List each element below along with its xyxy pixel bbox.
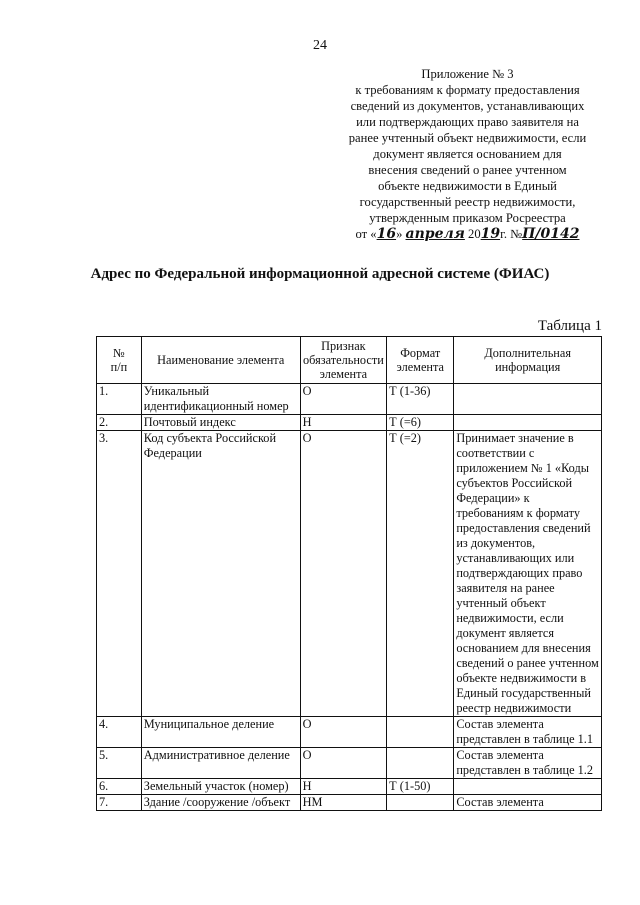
- cell-required-flag: Н: [300, 779, 387, 795]
- cell-required-flag: НМ: [300, 795, 387, 811]
- cell-element-name: Административное деление: [141, 748, 300, 779]
- document-title: Адрес по Федеральной информационной адресной системе (ФИАС): [90, 266, 550, 282]
- header-element-name: Наименование элемента: [141, 337, 300, 384]
- table-caption: Таблица 1: [537, 318, 602, 334]
- appendix-line: к требованиям к формату предоставления: [355, 83, 580, 97]
- cell-element-name: Земельный участок (номер): [141, 779, 300, 795]
- date-month-handwritten: апреля: [405, 226, 465, 242]
- cell-format: [387, 717, 454, 748]
- table-row: [97, 384, 602, 415]
- header-element-format: Формат элемента: [387, 337, 454, 384]
- appendix-line: утвержденным приказом Росреестра: [369, 211, 566, 225]
- date-day-handwritten: 16: [376, 226, 397, 242]
- appendix-line: документ является основанием для: [373, 147, 562, 161]
- table-row: [97, 779, 602, 795]
- fias-address-table: [96, 336, 602, 811]
- cell-additional-info: [454, 779, 602, 795]
- cell-required-flag: О: [300, 717, 387, 748]
- cell-required-flag: О: [300, 384, 387, 415]
- appendix-line: или подтверждающих право заявителя на: [356, 115, 579, 129]
- header-number: № п/п: [97, 337, 142, 384]
- appendix-line: сведений из документов, устанавливающих: [350, 99, 585, 113]
- cell-required-flag: О: [300, 431, 387, 717]
- table-row: [97, 431, 602, 717]
- cell-format: [387, 795, 454, 811]
- appendix-line: внесения сведений о ранее учтенном: [368, 163, 567, 177]
- table-row: [97, 748, 602, 779]
- cell-number: 2.: [97, 415, 142, 431]
- cell-format: [387, 748, 454, 779]
- cell-format: Т (=2): [387, 431, 454, 717]
- appendix-line: объекте недвижимости в Единый: [378, 179, 557, 193]
- date-separator: »: [396, 227, 406, 241]
- cell-additional-info: Состав элемента: [454, 795, 602, 811]
- approval-date-line: [340, 226, 595, 242]
- page-number: 24: [313, 38, 327, 53]
- cell-additional-info: Состав элемента представлен в таблице 1.2: [454, 748, 602, 779]
- cell-number: 3.: [97, 431, 142, 717]
- appendix-header: [340, 66, 595, 242]
- cell-number: 4.: [97, 717, 142, 748]
- cell-additional-info: Состав элемента представлен в таблице 1.1: [454, 717, 602, 748]
- cell-number: 5.: [97, 748, 142, 779]
- order-number-handwritten: П/0142: [522, 226, 580, 242]
- cell-number: 7.: [97, 795, 142, 811]
- table-row: [97, 415, 602, 431]
- cell-number: 6.: [97, 779, 142, 795]
- table-row: [97, 717, 602, 748]
- cell-additional-info: Принимает значение в соответствии с приложением № 1 «Коды субъектов Российской Федерации» к требованиям к формату предоставления сведений из документов, устанавливающих или подтверждающих право заявителя на ранее учтенный объект недвижимости, если документ является основанием для внесения сведений о ранее учтенном объекте недвижимости в Единый государственный реестр недвижимости: [454, 431, 602, 717]
- date-year-suffix: г. №: [500, 227, 523, 241]
- cell-format: Т (1-50): [387, 779, 454, 795]
- cell-format: Т (1-36): [387, 384, 454, 415]
- cell-element-name: Почтовый индекс: [141, 415, 300, 431]
- cell-number: 1.: [97, 384, 142, 415]
- cell-element-name: Муниципальное деление: [141, 717, 300, 748]
- appendix-line: ранее учтенный объект недвижимости, если: [348, 131, 587, 145]
- cell-required-flag: Н: [300, 415, 387, 431]
- cell-required-flag: О: [300, 748, 387, 779]
- cell-element-name: Уникальный идентификационный номер: [141, 384, 300, 415]
- date-year-prefix: 20: [464, 227, 481, 241]
- appendix-line: государственный реестр недвижимости,: [359, 195, 576, 209]
- header-additional-info: Дополнительная информация: [454, 337, 602, 384]
- table-header-row: [97, 337, 602, 384]
- table-row: [97, 795, 602, 811]
- date-year-handwritten: 19: [480, 226, 501, 242]
- cell-format: Т (=6): [387, 415, 454, 431]
- cell-element-name: Здание /сооружение /объект: [141, 795, 300, 811]
- cell-additional-info: [454, 384, 602, 415]
- date-prefix: от «: [355, 227, 377, 241]
- appendix-line: Приложение № 3: [421, 67, 514, 81]
- cell-additional-info: [454, 415, 602, 431]
- cell-element-name: Код субъекта Российской Федерации: [141, 431, 300, 717]
- header-required-flag: Признак обязательности элемента: [300, 337, 387, 384]
